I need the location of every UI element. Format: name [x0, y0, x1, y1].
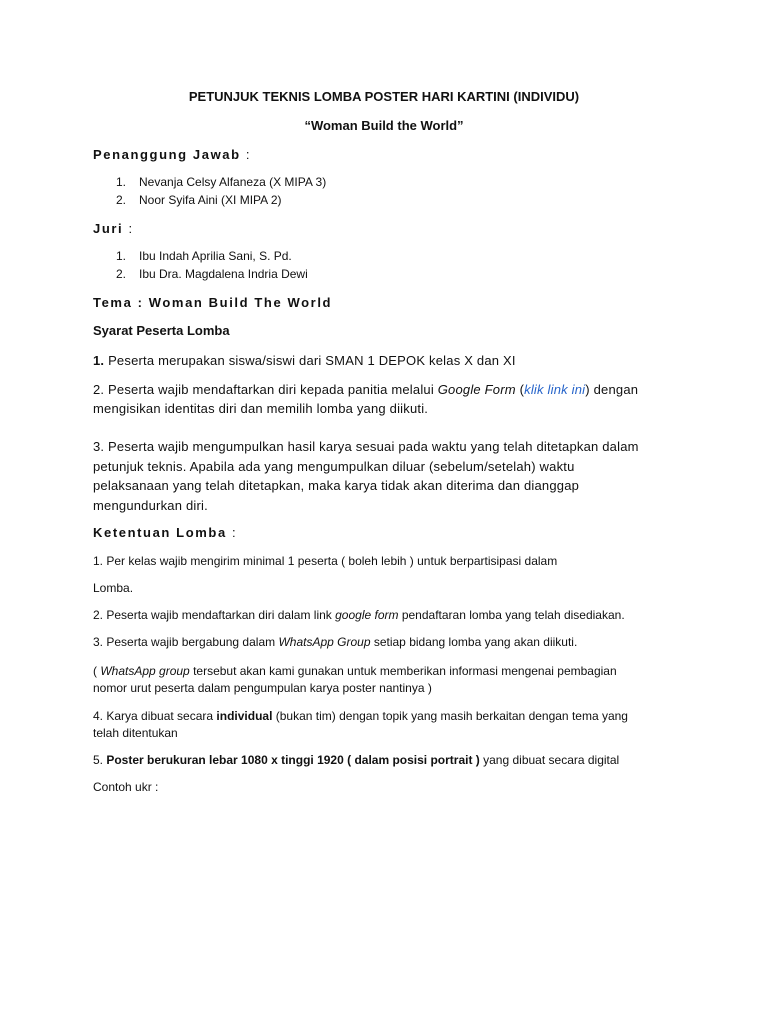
syarat-item-3-line-2: petunjuk teknis. Apabila ada yang mengumpulkan diluar (sebelum/setelah) waktu [93, 459, 575, 474]
tema-heading: Tema : Woman Build The World [93, 295, 333, 310]
syarat-item-3-line-4: mengundurkan diri. [93, 498, 208, 513]
paren-open: ( [515, 382, 525, 397]
juri-colon: : [128, 221, 133, 236]
ketentuan-note-line-2: nomor urut peserta dalam pengumpulan karya poster nantinya ) [93, 681, 432, 695]
syarat-item-2-line-2: mengisikan identitas diri dan memilih lomba yang diikuti. [93, 401, 429, 416]
ketentuan-item-2-text-tail: pendaftaran lomba yang telah disediakan. [398, 608, 625, 622]
list-item: Ibu Indah Aprilia Sani, S. Pd. [139, 249, 292, 263]
ketentuan-item-4-text-tail: (bukan tim) dengan topik yang masih berkaitan dengan tema yang [272, 709, 628, 723]
syarat-item-2-line-1 [93, 380, 638, 400]
ketentuan-note-text: tersebut akan kami gunakan untuk memberikan informasi mengenai pembagian [189, 664, 617, 678]
juri-heading [93, 220, 132, 238]
ketentuan-item-4-line-2: telah ditentukan [93, 726, 178, 740]
ketentuan-label: Ketentuan Lomba [93, 525, 227, 540]
penanggung-jawab-colon: : [245, 147, 250, 162]
ketentuan-item-5-text-tail: yang dibuat secara digital [479, 753, 620, 767]
list-item: Ibu Dra. Magdalena Indria Dewi [139, 267, 308, 281]
google-form-text: google form [335, 608, 399, 622]
syarat-heading: Syarat Peserta Lomba [93, 323, 230, 338]
list-item-number: 1. [116, 175, 127, 189]
ketentuan-item-4-text: 4. Karya dibuat secara [93, 709, 217, 723]
syarat-item-3-line-3: pelaksanaan yang telah ditetapkan, maka karya tidak akan diterima dan dianggap [93, 478, 580, 493]
google-form-text: Google Form [437, 382, 516, 397]
ketentuan-item-4-line-1 [93, 708, 628, 725]
document-subtitle: “Woman Build the World” [304, 118, 464, 133]
whatsapp-group-text: WhatsApp Group [278, 635, 371, 649]
contoh-label: Contoh ukr : [93, 780, 159, 794]
list-item: Nevanja Celsy Alfaneza (X MIPA 3) [139, 175, 327, 189]
list-item-number: 2. [116, 267, 127, 281]
syarat-item-1-number: 1. [93, 353, 105, 368]
syarat-item-3-line-1: 3. Peserta wajib mengumpulkan hasil karya sesuai pada waktu yang telah ditetapkan dalam [93, 439, 639, 454]
ketentuan-item-2 [93, 607, 625, 624]
registration-link[interactable]: klik link ini [524, 382, 586, 397]
ketentuan-item-5 [93, 752, 619, 769]
penanggung-jawab-label: Penanggung Jawab [93, 147, 241, 162]
ketentuan-item-3-text: 3. Peserta wajib bergabung dalam [93, 635, 279, 649]
paren-close: ) [585, 382, 590, 397]
syarat-item-2-text-tail: dengan [589, 382, 639, 397]
list-item-number: 2. [116, 193, 127, 207]
individual-text: individual [216, 709, 273, 723]
ketentuan-item-3 [93, 634, 577, 651]
ketentuan-heading [93, 524, 236, 542]
juri-label: Juri [93, 221, 124, 236]
note-paren-open: ( [93, 664, 101, 678]
list-item-number: 1. [116, 249, 127, 263]
syarat-item-1-text: Peserta merupakan siswa/siswi dari SMAN 1 DEPOK kelas X dan XI [108, 353, 516, 368]
ketentuan-item-1-line-2: Lomba. [93, 581, 134, 595]
ketentuan-colon: : [232, 525, 236, 540]
ketentuan-item-1-line-1: 1. Per kelas wajib mengirim minimal 1 peserta ( boleh lebih ) untuk berpartisipasi dalam [93, 554, 558, 568]
poster-size-text: Poster berukuran lebar 1080 x tinggi 1920 ( dalam posisi portrait ) [106, 753, 480, 767]
ketentuan-note-line-1 [93, 663, 617, 680]
list-item: Noor Syifa Aini (XI MIPA 2) [139, 193, 282, 207]
ketentuan-item-5-number: 5. [93, 753, 107, 767]
syarat-item-2-text: 2. Peserta wajib mendaftarkan diri kepada panitia melalui [93, 382, 438, 397]
document-title: PETUNJUK TEKNIS LOMBA POSTER HARI KARTINI (INDIVIDU) [188, 89, 580, 104]
ketentuan-item-2-text: 2. Peserta wajib mendaftarkan diri dalam link [93, 608, 336, 622]
syarat-item-1 [93, 351, 516, 371]
ketentuan-item-3-text-tail: setiap bidang lomba yang akan diikuti. [370, 635, 578, 649]
whatsapp-group-text: WhatsApp group [100, 664, 190, 678]
penanggung-jawab-heading [93, 146, 250, 164]
